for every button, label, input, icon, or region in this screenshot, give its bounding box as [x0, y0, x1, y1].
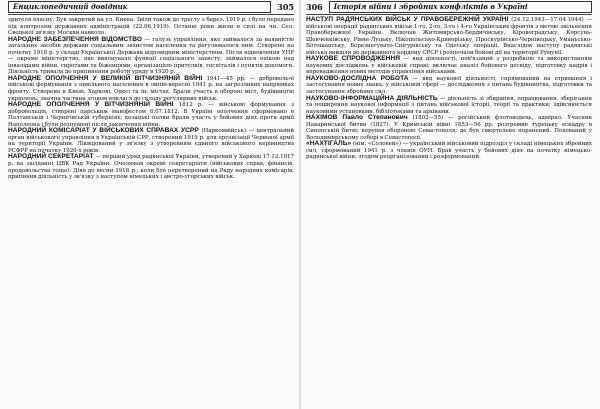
right-running-head-title: Історія війни і збройних конфліктів в Україні: [329, 1, 592, 13]
entry: [8, 102, 294, 128]
right-page-number: 306: [306, 2, 323, 12]
left-head-rule: [8, 14, 294, 15]
entry-heading: НАРОДНЕ ЗАБЕЗПЕЧЕННЯ ВІДОМСТВО: [8, 35, 143, 43]
entry-text: — вид діяльності, пов'язаний з розробкою та використанням наукових досліджень у військовій справі; включає аналіз бойового досвіду, підготовку кадрів і впровадження нових методів управління військами.: [306, 56, 593, 76]
entry: [8, 128, 294, 154]
entry: [306, 141, 592, 161]
entry: [306, 56, 592, 76]
entry-heading: НАУКОВО-ДОСЛІДНА РОБОТА: [306, 74, 409, 82]
entry-text: зрителя власну. Був закритий на ул. Киева. Звіти також до тресту з берез. 1919 р. і було передано під контролем державних адміністрацій (22.06.1919). Останні роки жили в силі на чи. Сел. Свецької зв'язку Москви навколо.: [8, 17, 294, 37]
entry: [306, 115, 592, 141]
left-running-head-title: Енциклопедичний довідник: [8, 1, 271, 13]
entry-text: 1941—45 рр. — добровольчі військові формування з цивільного населення в липні-вересні 1941 р. на загрозливих напрямках фронту. Створено в Києві, Харкові, Одесі та ін. містах. Брали участь в обороні міст, будівництві укріплень; значна частина згодом влилася до складу регулярних військ.: [8, 75, 294, 102]
entry-heading: НАСТУП РАДЯНСЬКИХ ВІЙСЬК У ПРАВОБЕРЕЖНІЙ УКРАЇНІ: [306, 16, 509, 23]
entry-heading: НАРОДНИЙ СЕКРЕТАРІАТ: [8, 153, 94, 161]
right-running-head: [306, 0, 592, 14]
right-page-body: [306, 17, 592, 161]
left-page-number: 305: [277, 2, 294, 12]
entry-heading: НАХІМОВ Павло Степанович: [306, 114, 408, 122]
entry-heading: НАРОДНЕ ОПОЛЧЕННЯ У ВЕЛИКІЙ ВІТЧИЗНЯНІЙ ВІЙНІ: [8, 74, 203, 82]
entry: [8, 17, 294, 37]
entry-text: — вид наукової діяльності, спрямований на отримання і застосування нових знань; у військовій сфері — дослідження з питань будівництва, підготовки та застосування збройних сил.: [306, 75, 592, 96]
entry-heading: НАРОДНИЙ КОМІСАРІАТ У ВІЙСЬКОВИХ СПРАВАХ УСРР: [8, 127, 199, 135]
entry-heading: НАУКОВО-ІНФОРМАЦІЙНА ДІЯЛЬНІСТЬ: [306, 94, 438, 102]
entry: [306, 76, 592, 96]
entry: [306, 96, 592, 116]
entry: [306, 17, 592, 56]
entry-text: (24.12.1943—17.04.1944) — військові операції радянських військ 1-го, 2-го, 3-го і 4-го Українських фронтів з метою звільнення Правобережної України. Включав Житомирсько-Бердичівську, Кіровоградську, Корсунь-Шевченківську, Рівне-Луцьку, Нікопольсько-Криворізьку, Проскурівсько-Чернівецьку, Уманьсько-Ботошанську, Березнегувато-Снігурівську та Одеську операції. Внаслідок наступу радянські війська вийшли до державного кордону СРСР і розпочали бойові дії на території Румунії.: [306, 17, 593, 56]
right-head-rule: [306, 14, 592, 15]
entry-text: (нім. «Соловей») — український військовий підрозділ у складі німецьких збройних сил, сформований 1941 р. з членів ОУН. Брав участь у бойових діях на початку німецько-радянської війни; згодом реорганізований і розформований.: [306, 141, 593, 161]
left-page-body: [8, 17, 294, 181]
entry-heading: «НАХТІГАЛЬ»: [306, 140, 352, 148]
entry-heading: НАРОДНЕ ОПОЛЧЕННЯ У ВІТЧИЗНЯНІЙ ВІЙНІ: [8, 101, 174, 109]
entry-text: (Наркомвійськ) — центральний орган військового управління в Українській СРР, створений 1919 р. для організації Червоної армії на території України. Ліквідований у зв'язку з утворенням єдиного військового керівництва РСФРР на початку 1920-х років.: [8, 128, 295, 154]
entry: [8, 154, 294, 180]
right-page: [300, 0, 600, 409]
entry-text: 1812 р. — військові формування з добровольців, створені царським маніфестом 6.07.1812. В Україні ополчення сформовано в Полтавській і Чернігівській губерніях; козацькі полки брали участь у бойових діях проти армії Наполеона і були розпущені після закінчення війни.: [8, 102, 294, 128]
entry-text: — галузь управління, яке займалося за наявністю загальних засобів держави соціальним захистом населення та регулювалося ним. Створено на початку 1918 р. у складі Української Держави відповідним міністерством. Після відновлення УНР — окреме міністерство, яке виконувало функції соціального захисту; займалося опікою над інвалідами війни, сиротами та біженцями, організацією притулків, госпіталів і пунктів допомоги. Діяльність тривала до припинення роботи уряду в 1920 р.: [8, 36, 295, 76]
left-running-head: [8, 0, 294, 14]
entry-text: — діяльність зі збирання, опрацювання, зберігання та поширення наукової інформації з питань військової історії, теорії та практики; здійснюється науковими установами, бібліотеками та архівами.: [306, 95, 593, 115]
entry-text: (1802—55) — російський флотоводець, адмірал. Учасник Наваринської битви (1827). У Кримській війні 1853—56 рр. розгромив турецьку ескадру в Синопській битві; керував обороною Севастополя, де був смертельно поранений. Похований у Володимирському соборі в Севастополі.: [306, 115, 593, 141]
entry: [8, 37, 294, 76]
entry-heading: НАУКОВЕ СПРОВОДЖЕННЯ: [306, 55, 401, 63]
entry: [8, 76, 294, 102]
entry-text: — перший уряд радянської України, утворений у Харкові 17.12.1917 р. на засіданні ЦВК Рад України. Очолював окремі секретаріати (військових справ, фінансів, продовольства тощо). Діяв до весни 1918 р., коли був перетворений на Раду народних комісарів; припинив діяльність у зв'язку з наступом німецьких і австро-угорських військ.: [8, 154, 294, 181]
